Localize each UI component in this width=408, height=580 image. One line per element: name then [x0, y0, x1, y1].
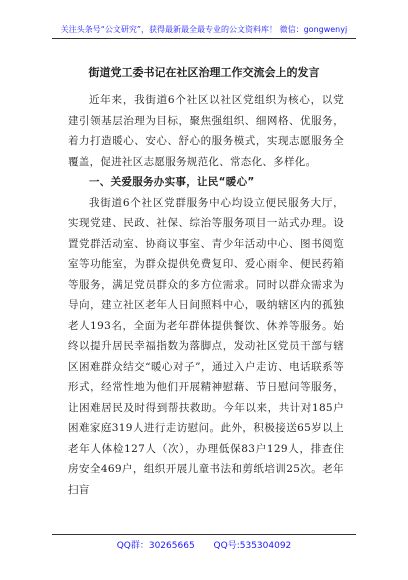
paragraph-section-1: 我街道6个社区党群服务中心均设立便民服务大厅，实现党建、民政、社保、综治等服务项目一站式办理。设置党群活动室、协商议事室、青少年活动中心、图书阅览室等功能室，为群众提供免费复印、爱心雨伞、便民药箱等服务，满足党员群众的多方位需求。同时以群众需求为导向，建立社区老年人日间照料中心，吸纳辖区内的孤独老人193名，全面为老年群体提供餐饮、休养等服务。始终以提升居民幸福指数为落脚点，发动社区党员干部与辖区困难群众结交“暖心对子”，通过入户走访、电话联系等形式，经常性地为他们开展精神慰藉、节日慰问等服务，让困难居民及时得到帮扶救助。今年以来，共计对185户困难家庭319人进行走访慰问。此外，积极接送65岁以上老年人体检127人（次），办理低保83户129人，排查住房安全469户，组织开展儿童书法和剪纸培训25次。老年扫盲	[68, 196, 344, 496]
document-body	[68, 90, 344, 500]
document-title: 街道党工委书记在社区治理工作交流会上的发言	[88, 66, 320, 79]
header-divider	[52, 38, 356, 39]
footer-qq-group: QQ群：30265665	[116, 541, 195, 551]
footer-qq-number: QQ号:535304092	[213, 541, 292, 551]
footer-divider	[52, 534, 356, 535]
section-heading: 一、关爱服务办实事，让民“暖心”	[89, 176, 255, 188]
footer	[0, 538, 408, 551]
paragraph-intro: 近年来，我街道6个社区以社区党组织为核心，以党建引领基层治理为目标，聚焦强组织、细网格、优服务，着力打造暖心、安心、舒心的服务模式，实现志愿服务全覆盖，促进社区志愿服务规范化、常态化、多样化。	[68, 94, 344, 168]
top-banner: 关注头条号“公文研究”，获得最新最全最专业的公文资料库！ 微信：gongwenyj	[60, 25, 348, 34]
